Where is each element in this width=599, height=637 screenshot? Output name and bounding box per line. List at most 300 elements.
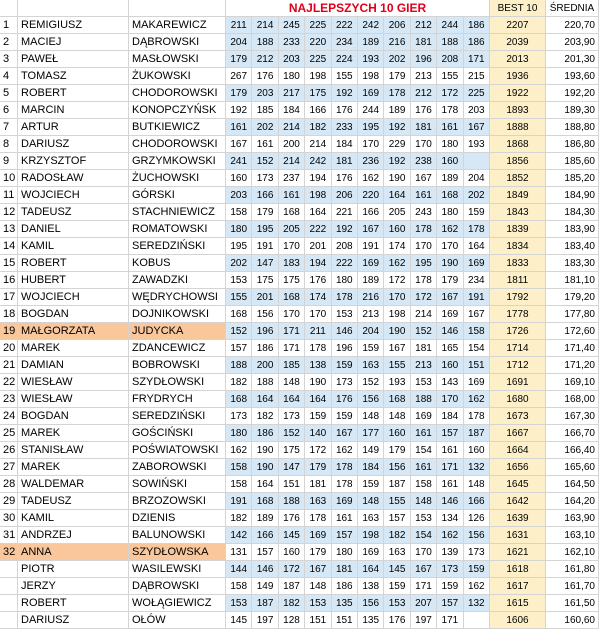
score-cell[interactable]: 162 [226, 442, 252, 459]
best-total-cell[interactable]: 1839 [490, 221, 546, 238]
rank-cell[interactable]: 31 [0, 527, 18, 544]
score-cell[interactable]: 157 [226, 340, 252, 357]
score-cell[interactable]: 173 [279, 408, 305, 425]
rank-cell[interactable]: 23 [0, 391, 18, 408]
score-cell[interactable]: 170 [305, 306, 331, 323]
score-cell[interactable]: 169 [464, 374, 490, 391]
best-total-cell[interactable]: 1618 [490, 561, 546, 578]
score-cell[interactable]: 243 [411, 204, 437, 221]
score-cell[interactable]: 170 [358, 136, 384, 153]
last-name-cell[interactable]: OŁÓW [129, 612, 226, 629]
score-cell[interactable]: 174 [384, 238, 410, 255]
best-total-cell[interactable]: 1606 [490, 612, 546, 629]
rank-cell[interactable] [0, 578, 18, 595]
score-cell[interactable]: 159 [437, 578, 463, 595]
score-cell[interactable]: 188 [252, 374, 278, 391]
score-cell[interactable]: 187 [252, 595, 278, 612]
score-cell[interactable]: 196 [252, 323, 278, 340]
score-cell[interactable]: 157 [437, 595, 463, 612]
score-cell[interactable]: 196 [332, 340, 358, 357]
score-cell[interactable]: 159 [358, 340, 384, 357]
score-cell[interactable]: 152 [279, 425, 305, 442]
score-cell[interactable]: 190 [305, 374, 331, 391]
score-cell[interactable]: 153 [305, 595, 331, 612]
score-cell[interactable]: 178 [464, 221, 490, 238]
first-name-cell[interactable]: DAMIAN [18, 357, 129, 374]
score-cell[interactable]: 159 [464, 204, 490, 221]
score-cell[interactable]: 159 [332, 357, 358, 374]
score-cell[interactable]: 178 [464, 408, 490, 425]
first-name-cell[interactable]: WIESŁAW [18, 374, 129, 391]
score-cell[interactable]: 214 [279, 119, 305, 136]
best-total-cell[interactable]: 1778 [490, 306, 546, 323]
score-cell[interactable]: 166 [305, 102, 331, 119]
first-name-cell[interactable]: WOJCIECH [18, 289, 129, 306]
score-cell[interactable]: 222 [332, 255, 358, 272]
score-cell[interactable]: 145 [279, 527, 305, 544]
score-cell[interactable]: 186 [252, 425, 278, 442]
last-name-cell[interactable]: ZDANCEWICZ [129, 340, 226, 357]
score-cell[interactable]: 198 [358, 68, 384, 85]
average-cell[interactable]: 171,40 [546, 340, 599, 357]
score-cell[interactable]: 162 [332, 442, 358, 459]
score-cell[interactable]: 175 [305, 85, 331, 102]
score-cell[interactable]: 167 [358, 221, 384, 238]
rank-cell[interactable] [0, 612, 18, 629]
score-cell[interactable]: 151 [332, 612, 358, 629]
last-name-cell[interactable]: WĘDRYCHOWSI [129, 289, 226, 306]
score-cell[interactable]: 203 [464, 102, 490, 119]
score-cell[interactable]: 161 [437, 119, 463, 136]
score-cell[interactable]: 182 [279, 595, 305, 612]
rank-cell[interactable]: 10 [0, 170, 18, 187]
rank-cell[interactable]: 18 [0, 306, 18, 323]
score-cell[interactable]: 181 [332, 561, 358, 578]
score-cell[interactable]: 155 [384, 493, 410, 510]
score-cell[interactable]: 162 [437, 221, 463, 238]
best-total-cell[interactable]: 1726 [490, 323, 546, 340]
score-cell[interactable]: 158 [226, 476, 252, 493]
first-name-cell[interactable]: REMIGIUSZ [18, 17, 129, 34]
last-name-cell[interactable]: SOWIŃSKI [129, 476, 226, 493]
score-cell[interactable]: 146 [332, 323, 358, 340]
best-header[interactable]: BEST 10 [490, 0, 546, 17]
average-cell[interactable]: 163,90 [546, 510, 599, 527]
score-cell[interactable]: 179 [226, 51, 252, 68]
best-total-cell[interactable]: 1833 [490, 255, 546, 272]
score-cell[interactable]: 172 [437, 85, 463, 102]
first-name-cell[interactable]: JERZY [18, 578, 129, 595]
score-cell[interactable]: 172 [305, 442, 331, 459]
score-cell[interactable]: 202 [226, 255, 252, 272]
rank-cell[interactable]: 5 [0, 85, 18, 102]
last-name-cell[interactable]: KONOPCZYŃSK [129, 102, 226, 119]
rank-cell[interactable]: 32 [0, 544, 18, 561]
first-name-cell[interactable]: ANDRZEJ [18, 527, 129, 544]
average-cell[interactable]: 183,90 [546, 221, 599, 238]
score-cell[interactable]: 211 [305, 323, 331, 340]
score-cell[interactable]: 181 [305, 476, 331, 493]
last-name-cell[interactable]: MAKAREWICZ [129, 17, 226, 34]
rank-cell[interactable]: 6 [0, 102, 18, 119]
score-cell[interactable]: 167 [332, 425, 358, 442]
score-cell[interactable]: 162 [464, 578, 490, 595]
score-cell[interactable]: 205 [279, 221, 305, 238]
score-cell[interactable]: 220 [358, 187, 384, 204]
last-name-cell[interactable]: ZABOROWSKI [129, 459, 226, 476]
score-cell[interactable]: 146 [437, 323, 463, 340]
score-cell[interactable]: 171 [411, 578, 437, 595]
score-cell[interactable]: 169 [464, 255, 490, 272]
score-cell[interactable]: 160 [384, 425, 410, 442]
score-cell[interactable]: 159 [305, 408, 331, 425]
score-cell[interactable]: 178 [437, 102, 463, 119]
score-cell[interactable]: 181 [411, 34, 437, 51]
score-cell[interactable]: 161 [437, 442, 463, 459]
score-cell[interactable]: 212 [411, 17, 437, 34]
score-cell[interactable]: 213 [411, 68, 437, 85]
last-name-cell[interactable]: DĄBROWSKI [129, 578, 226, 595]
score-cell[interactable] [464, 153, 490, 170]
last-name-cell[interactable]: ŻUCHOWSKI [129, 170, 226, 187]
score-cell[interactable]: 171 [279, 340, 305, 357]
first-name-cell[interactable]: TADEUSZ [18, 493, 129, 510]
score-cell[interactable]: 189 [358, 34, 384, 51]
rank-cell[interactable]: 17 [0, 289, 18, 306]
score-cell[interactable]: 183 [279, 255, 305, 272]
score-cell[interactable]: 234 [332, 34, 358, 51]
score-cell[interactable]: 216 [358, 289, 384, 306]
first-name-cell[interactable]: MARCIN [18, 102, 129, 119]
score-cell[interactable]: 161 [332, 510, 358, 527]
score-cell[interactable]: 222 [305, 221, 331, 238]
best-total-cell[interactable]: 1922 [490, 85, 546, 102]
average-cell[interactable]: 185,20 [546, 170, 599, 187]
rank-cell[interactable]: 24 [0, 408, 18, 425]
score-cell[interactable]: 154 [411, 442, 437, 459]
last-name-cell[interactable]: DZIENIS [129, 510, 226, 527]
score-cell[interactable]: 213 [358, 306, 384, 323]
average-cell[interactable]: 161,80 [546, 561, 599, 578]
score-cell[interactable]: 152 [252, 153, 278, 170]
score-cell[interactable]: 207 [411, 595, 437, 612]
last-name-cell[interactable]: ZAWADZKI [129, 272, 226, 289]
first-name-cell[interactable]: RADOSŁAW [18, 170, 129, 187]
score-cell[interactable]: 168 [279, 204, 305, 221]
last-name-cell[interactable]: STACHNIEWICZ [129, 204, 226, 221]
score-cell[interactable]: 160 [437, 153, 463, 170]
score-cell[interactable]: 198 [305, 187, 331, 204]
score-cell[interactable]: 212 [252, 51, 278, 68]
score-cell[interactable]: 164 [305, 391, 331, 408]
score-cell[interactable]: 166 [252, 187, 278, 204]
average-cell[interactable]: 188,80 [546, 119, 599, 136]
score-cell[interactable]: 173 [437, 561, 463, 578]
score-cell[interactable]: 146 [437, 493, 463, 510]
average-cell[interactable]: 164,20 [546, 493, 599, 510]
score-cell[interactable]: 185 [279, 357, 305, 374]
average-cell[interactable]: 189,30 [546, 102, 599, 119]
score-cell[interactable]: 171 [437, 459, 463, 476]
score-cell[interactable]: 203 [226, 187, 252, 204]
score-cell[interactable]: 191 [226, 493, 252, 510]
score-cell[interactable]: 203 [252, 85, 278, 102]
score-cell[interactable]: 128 [279, 612, 305, 629]
last-name-cell[interactable]: SEREDZIŃSKI [129, 408, 226, 425]
score-cell[interactable]: 225 [464, 85, 490, 102]
score-cell[interactable]: 156 [384, 459, 410, 476]
score-cell[interactable]: 179 [384, 442, 410, 459]
best-total-cell[interactable]: 1868 [490, 136, 546, 153]
best-total-cell[interactable]: 2039 [490, 34, 546, 51]
first-name-cell[interactable]: ROBERT [18, 255, 129, 272]
score-cell[interactable]: 168 [226, 391, 252, 408]
score-cell[interactable]: 198 [384, 306, 410, 323]
score-cell[interactable]: 214 [305, 136, 331, 153]
score-cell[interactable]: 204 [358, 323, 384, 340]
score-cell[interactable]: 193 [384, 374, 410, 391]
score-cell[interactable]: 164 [252, 476, 278, 493]
average-cell[interactable]: 193,60 [546, 68, 599, 85]
score-cell[interactable]: 152 [226, 323, 252, 340]
score-cell[interactable]: 195 [226, 238, 252, 255]
first-name-cell[interactable]: PIOTR [18, 561, 129, 578]
score-cell[interactable]: 167 [464, 306, 490, 323]
score-cell[interactable]: 171 [464, 51, 490, 68]
score-cell[interactable]: 178 [305, 340, 331, 357]
score-cell[interactable]: 188 [411, 391, 437, 408]
score-cell[interactable]: 164 [279, 391, 305, 408]
score-cell[interactable]: 147 [279, 459, 305, 476]
average-cell[interactable]: 179,20 [546, 289, 599, 306]
score-cell[interactable]: 126 [464, 510, 490, 527]
score-cell[interactable]: 155 [384, 357, 410, 374]
score-cell[interactable]: 156 [252, 306, 278, 323]
first-name-cell[interactable]: TOMASZ [18, 68, 129, 85]
score-cell[interactable]: 167 [305, 561, 331, 578]
score-cell[interactable]: 208 [332, 238, 358, 255]
score-cell[interactable]: 148 [411, 493, 437, 510]
average-cell[interactable]: 185,60 [546, 153, 599, 170]
score-cell[interactable]: 193 [464, 136, 490, 153]
average-cell[interactable]: 192,20 [546, 85, 599, 102]
score-cell[interactable]: 158 [464, 323, 490, 340]
score-cell[interactable]: 154 [464, 340, 490, 357]
score-cell[interactable]: 178 [411, 221, 437, 238]
score-cell[interactable]: 177 [358, 425, 384, 442]
score-cell[interactable]: 161 [411, 187, 437, 204]
score-cell[interactable]: 241 [226, 153, 252, 170]
score-cell[interactable]: 170 [279, 306, 305, 323]
score-cell[interactable]: 176 [411, 102, 437, 119]
last-name-cell[interactable]: ROMATOWSKI [129, 221, 226, 238]
score-cell[interactable]: 192 [332, 221, 358, 238]
score-cell[interactable]: 187 [384, 476, 410, 493]
first-name-cell[interactable]: MAŁGORZATA [18, 323, 129, 340]
score-cell[interactable]: 217 [279, 85, 305, 102]
best-total-cell[interactable]: 1639 [490, 510, 546, 527]
score-cell[interactable]: 179 [252, 204, 278, 221]
score-cell[interactable]: 196 [411, 51, 437, 68]
score-cell[interactable]: 200 [279, 136, 305, 153]
best-total-cell[interactable]: 1617 [490, 578, 546, 595]
score-cell[interactable]: 166 [358, 204, 384, 221]
score-cell[interactable]: 220 [305, 34, 331, 51]
score-cell[interactable]: 170 [411, 136, 437, 153]
average-cell[interactable]: 201,30 [546, 51, 599, 68]
score-cell[interactable]: 206 [384, 17, 410, 34]
score-cell[interactable]: 184 [279, 102, 305, 119]
score-cell[interactable]: 158 [226, 578, 252, 595]
score-cell[interactable]: 148 [464, 476, 490, 493]
score-cell[interactable]: 149 [252, 578, 278, 595]
first-name-cell[interactable]: KRZYSZTOF [18, 153, 129, 170]
score-cell[interactable]: 212 [411, 85, 437, 102]
score-cell[interactable]: 182 [226, 510, 252, 527]
rank-cell[interactable]: 27 [0, 459, 18, 476]
score-cell[interactable]: 242 [358, 17, 384, 34]
last-name-cell[interactable]: DOJNIKOWSKI [129, 306, 226, 323]
rank-cell[interactable]: 22 [0, 374, 18, 391]
score-cell[interactable]: 189 [437, 170, 463, 187]
score-cell[interactable]: 191 [252, 238, 278, 255]
rank-cell[interactable]: 3 [0, 51, 18, 68]
score-cell[interactable]: 186 [464, 17, 490, 34]
rank-cell[interactable]: 21 [0, 357, 18, 374]
score-cell[interactable]: 192 [384, 119, 410, 136]
score-cell[interactable]: 157 [252, 544, 278, 561]
last-name-cell[interactable]: BALUNOWSKI [129, 527, 226, 544]
score-cell[interactable]: 151 [464, 357, 490, 374]
score-cell[interactable]: 201 [305, 238, 331, 255]
score-cell[interactable]: 156 [358, 391, 384, 408]
rank-cell[interactable]: 26 [0, 442, 18, 459]
score-cell[interactable]: 169 [332, 493, 358, 510]
last-name-cell[interactable]: BUTKIEWICZ [129, 119, 226, 136]
last-name-cell[interactable]: KOBUS [129, 255, 226, 272]
score-cell[interactable]: 176 [332, 391, 358, 408]
score-cell[interactable]: 179 [305, 459, 331, 476]
score-cell[interactable]: 179 [305, 544, 331, 561]
score-cell[interactable]: 159 [384, 578, 410, 595]
score-cell[interactable]: 186 [332, 578, 358, 595]
score-cell[interactable]: 236 [358, 153, 384, 170]
score-cell[interactable]: 189 [252, 510, 278, 527]
average-cell[interactable]: 169,10 [546, 374, 599, 391]
last-name-cell[interactable]: ŻUKOWSKI [129, 68, 226, 85]
score-cell[interactable]: 162 [358, 170, 384, 187]
score-cell[interactable]: 163 [358, 357, 384, 374]
score-cell[interactable]: 175 [252, 272, 278, 289]
first-name-cell[interactable]: TADEUSZ [18, 204, 129, 221]
score-cell[interactable]: 200 [252, 357, 278, 374]
score-cell[interactable]: 135 [358, 612, 384, 629]
last-name-cell[interactable]: DĄBROWSKI [129, 34, 226, 51]
average-cell[interactable]: 168,00 [546, 391, 599, 408]
average-cell[interactable]: 163,10 [546, 527, 599, 544]
best-total-cell[interactable]: 1712 [490, 357, 546, 374]
score-cell[interactable]: 176 [332, 170, 358, 187]
average-cell[interactable]: 181,10 [546, 272, 599, 289]
score-cell[interactable]: 167 [464, 119, 490, 136]
score-cell[interactable]: 182 [252, 408, 278, 425]
score-cell[interactable]: 175 [279, 272, 305, 289]
score-cell[interactable]: 135 [332, 595, 358, 612]
first-name-cell[interactable]: PAWEŁ [18, 51, 129, 68]
score-cell[interactable]: 164 [384, 187, 410, 204]
score-cell[interactable]: 151 [305, 612, 331, 629]
rank-cell[interactable]: 20 [0, 340, 18, 357]
score-cell[interactable]: 168 [437, 187, 463, 204]
score-cell[interactable]: 181 [411, 340, 437, 357]
first-name-cell[interactable]: KAMIL [18, 238, 129, 255]
score-cell[interactable]: 184 [358, 459, 384, 476]
score-cell[interactable]: 179 [226, 85, 252, 102]
score-cell[interactable]: 161 [437, 476, 463, 493]
score-cell[interactable]: 152 [358, 374, 384, 391]
rank-cell[interactable]: 15 [0, 255, 18, 272]
score-cell[interactable]: 146 [252, 561, 278, 578]
score-cell[interactable]: 156 [464, 527, 490, 544]
rank-cell[interactable]: 2 [0, 34, 18, 51]
average-cell[interactable]: 184,30 [546, 204, 599, 221]
score-cell[interactable]: 165 [437, 340, 463, 357]
score-cell[interactable]: 238 [411, 153, 437, 170]
score-cell[interactable]: 169 [305, 527, 331, 544]
rank-cell[interactable]: 16 [0, 272, 18, 289]
score-cell[interactable]: 164 [358, 561, 384, 578]
score-cell[interactable]: 174 [305, 289, 331, 306]
header-first-cell[interactable] [18, 0, 129, 17]
score-cell[interactable]: 151 [279, 476, 305, 493]
score-cell[interactable]: 170 [411, 238, 437, 255]
score-cell[interactable]: 145 [226, 612, 252, 629]
best-total-cell[interactable]: 1664 [490, 442, 546, 459]
score-cell[interactable]: 225 [305, 51, 331, 68]
score-cell[interactable]: 172 [279, 561, 305, 578]
score-cell[interactable]: 140 [305, 425, 331, 442]
score-cell[interactable]: 171 [437, 612, 463, 629]
rank-cell[interactable] [0, 561, 18, 578]
rank-cell[interactable]: 11 [0, 187, 18, 204]
score-cell[interactable]: 181 [332, 153, 358, 170]
last-name-cell[interactable]: CHODOROWSKI [129, 136, 226, 153]
score-cell[interactable]: 190 [384, 323, 410, 340]
first-name-cell[interactable]: HUBERT [18, 272, 129, 289]
average-cell[interactable]: 203,90 [546, 34, 599, 51]
score-cell[interactable]: 170 [411, 544, 437, 561]
rank-cell[interactable]: 14 [0, 238, 18, 255]
first-name-cell[interactable]: STANISŁAW [18, 442, 129, 459]
rank-cell[interactable]: 8 [0, 136, 18, 153]
average-cell[interactable]: 220,70 [546, 17, 599, 34]
score-cell[interactable]: 198 [358, 527, 384, 544]
score-cell[interactable]: 169 [358, 255, 384, 272]
best-total-cell[interactable]: 2013 [490, 51, 546, 68]
score-cell[interactable]: 197 [252, 612, 278, 629]
score-cell[interactable]: 139 [437, 544, 463, 561]
score-cell[interactable]: 155 [226, 289, 252, 306]
rank-cell[interactable]: 1 [0, 17, 18, 34]
best-total-cell[interactable]: 1680 [490, 391, 546, 408]
score-cell[interactable]: 169 [358, 544, 384, 561]
score-cell[interactable]: 180 [279, 68, 305, 85]
last-name-cell[interactable]: SZYDŁOWSKI [129, 374, 226, 391]
score-cell[interactable]: 138 [305, 357, 331, 374]
first-name-cell[interactable]: ARTUR [18, 119, 129, 136]
score-cell[interactable]: 131 [226, 544, 252, 561]
average-cell[interactable]: 184,90 [546, 187, 599, 204]
